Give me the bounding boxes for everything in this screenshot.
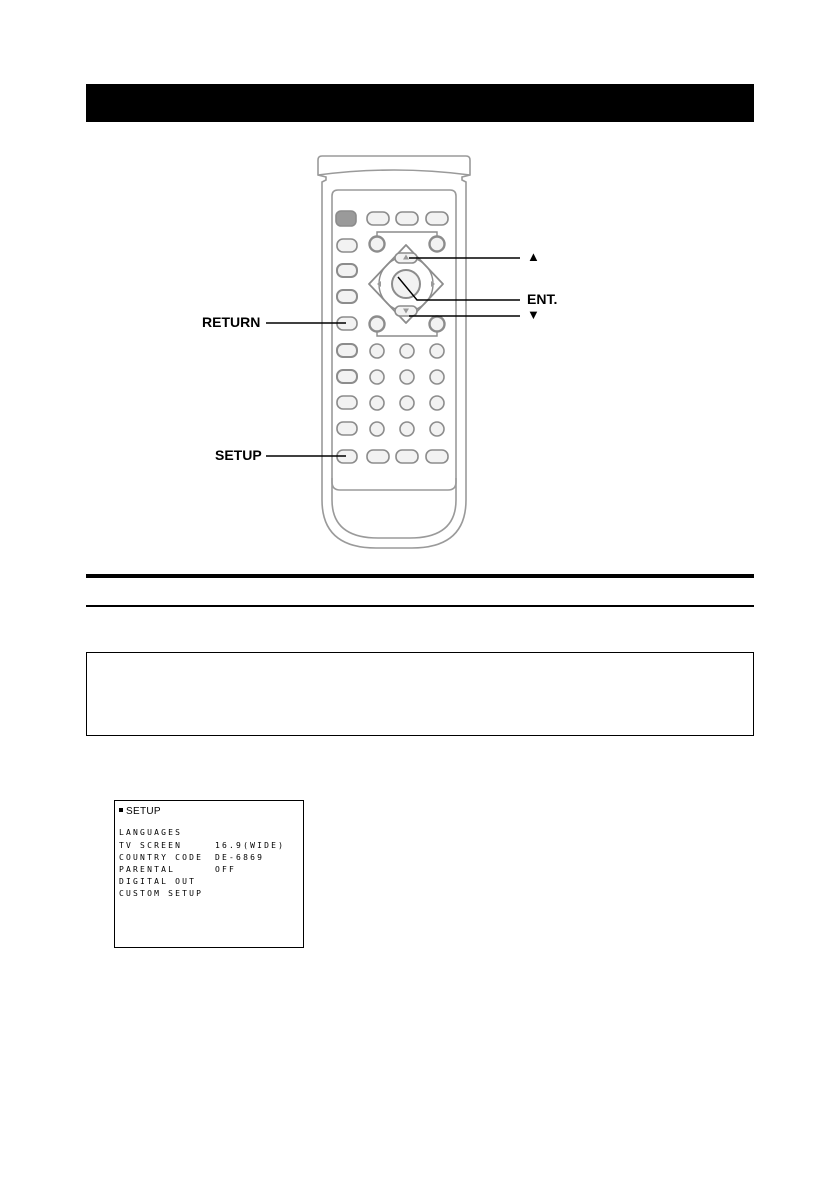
- menu-item-value: OFF: [215, 865, 237, 874]
- menu-item-value: 16.9(WIDE): [215, 841, 286, 850]
- enter-button: [392, 270, 420, 298]
- remote-top-edge: [318, 170, 470, 175]
- section-rule-thin: [86, 605, 754, 607]
- menu-item-languages: [119, 828, 182, 837]
- grid-left-button-4: [337, 422, 357, 435]
- number-button: [400, 422, 414, 436]
- number-button: [430, 422, 444, 436]
- number-button: [430, 370, 444, 384]
- number-button: [400, 396, 414, 410]
- menu-item-value: DE-6869: [215, 853, 265, 862]
- setup-screen: [114, 800, 304, 948]
- callout-down-label: ▼: [527, 307, 540, 322]
- nav-corner-button-tl: [370, 237, 385, 252]
- remote-lower-curve: [332, 478, 456, 538]
- menu-item-label: COUNTRY CODE: [119, 853, 204, 862]
- menu-item-label: PARENTAL: [119, 865, 176, 874]
- menu-item-parental: [119, 865, 175, 874]
- bottom-button-2: [367, 450, 389, 463]
- top-button-4: [426, 212, 448, 225]
- menu-item-digital-out: [119, 877, 196, 886]
- number-button: [370, 396, 384, 410]
- callout-return-label: RETURN: [202, 314, 261, 330]
- number-button: [370, 422, 384, 436]
- bottom-button-4: [426, 450, 448, 463]
- number-button: [400, 344, 414, 358]
- menu-item-tv-screen: [119, 841, 182, 850]
- bullet-icon: [119, 808, 123, 812]
- callout-up-label: ▲: [527, 249, 540, 264]
- menu-item-custom-setup: [119, 889, 203, 898]
- menu-item-label: LANGUAGES: [119, 828, 183, 837]
- nav-corner-button-bl: [370, 317, 385, 332]
- menu-item-country-code: [119, 853, 203, 862]
- number-button: [370, 344, 384, 358]
- setup-title-text: SETUP: [126, 806, 161, 817]
- number-button: [400, 370, 414, 384]
- setup-screen-title: [119, 806, 161, 817]
- left-button-3: [337, 290, 357, 303]
- top-button-2: [367, 212, 389, 225]
- nav-corner-button-tr: [430, 237, 445, 252]
- bracket-bottom: [377, 332, 437, 336]
- section-rule-thick: [86, 574, 754, 578]
- left-button-2: [337, 264, 357, 277]
- menu-item-label: DIGITAL OUT: [119, 877, 197, 886]
- left-button-1: [337, 239, 357, 252]
- top-button-3: [396, 212, 418, 225]
- menu-item-label: CUSTOM SETUP: [119, 889, 204, 898]
- number-button: [430, 396, 444, 410]
- number-button: [430, 344, 444, 358]
- remote-control-illustration: [0, 0, 840, 570]
- grid-left-button-3: [337, 396, 357, 409]
- callout-setup-label: SETUP: [215, 447, 262, 463]
- grid-left-button-1: [337, 344, 357, 357]
- number-button: [370, 370, 384, 384]
- bracket-top: [377, 232, 437, 236]
- power-button: [336, 211, 356, 226]
- bottom-button-3: [396, 450, 418, 463]
- info-box: [86, 652, 754, 736]
- menu-item-label: TV SCREEN: [119, 841, 183, 850]
- grid-left-button-2: [337, 370, 357, 383]
- nav-corner-button-br: [430, 317, 445, 332]
- callout-ent-label: ENT.: [527, 291, 558, 307]
